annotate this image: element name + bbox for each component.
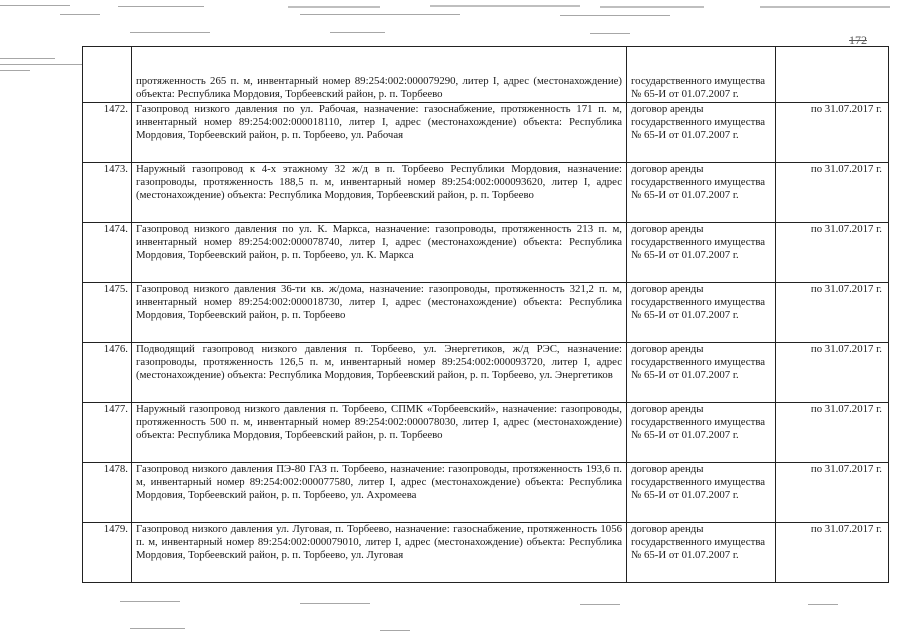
row-number-cell: 1478.: [83, 463, 132, 523]
row-term-cell: по 31.07.2017 г.: [776, 403, 889, 463]
row-term-cell: по 31.07.2017 г.: [776, 223, 889, 283]
row-basis-text: государственного имущества № 65-И от 01.07.2007 г.: [631, 75, 766, 100]
table-row: [83, 223, 889, 283]
row-description-cell: Газопровод низкого давления по ул. Рабочая, назначение: газоснабжение, протяженность 171 п. м, инвентарный номер 89:254:002:000018110, литер I, адрес (местонахождение) объекта: Республика Мордовия, Торбеевский район, р. п. Торбеево, ул. Рабочая: [132, 103, 627, 163]
row-term-cell: по 31.07.2017 г.: [776, 283, 889, 343]
row-description-cell: Газопровод низкого давления по ул. К. Маркса, назначение: газопроводы, протяженность 213 п. м, инвентарный номер 89:254:002:000078740, литер I, адрес (местонахождение) объекта: Республика Мордовия, Торбеевский район, р. п. Торбеево, ул. К. Маркса: [132, 223, 627, 283]
row-description-cell: Газопровод низкого давления ул. Луговая, п. Торбеево, назначение: газоснабжение, протяженность 1056 п. м, инвентарный номер 89:254:002:000079010, литер I, адрес (местонахождение) объекта: Республика Мордовия, Торбеевский район, р. п. Торбеево, ул. Луговая: [132, 523, 627, 583]
table-row: [83, 343, 889, 403]
row-term-cell: по 31.07.2017 г.: [776, 163, 889, 223]
table-row: [83, 103, 889, 163]
table-row: [83, 463, 889, 523]
row-basis-cell: договор аренды государственного имущества № 65-И от 01.07.2007 г.: [627, 403, 776, 463]
row-number-cell: 1479.: [83, 523, 132, 583]
row-term-cell: по 31.07.2017 г.: [776, 343, 889, 403]
row-description-cell: [132, 47, 627, 103]
row-basis-cell: договор аренды государственного имущества № 65-И от 01.07.2007 г.: [627, 163, 776, 223]
row-description-cell: Газопровод низкого давления 36-ти кв. ж/дома, назначение: газопроводы, протяженность 321,2 п. м, инвентарный номер 89:254:002:000018730, литер I, адрес (местонахождение) объекта: Республика Мордовия, Торбеевский район, р. п. Торбеево: [132, 283, 627, 343]
row-basis-cell: договор аренды государственного имущества № 65-И от 01.07.2007 г.: [627, 343, 776, 403]
row-number-cell: 1472.: [83, 103, 132, 163]
row-number-cell: 1476.: [83, 343, 132, 403]
table-row: [83, 523, 889, 583]
page-number: 172: [849, 33, 867, 47]
table-row: [83, 403, 889, 463]
row-number-cell: 1475.: [83, 283, 132, 343]
property-register-table: [82, 46, 889, 583]
row-basis-cell: договор аренды государственного имущества № 65-И от 01.07.2007 г.: [627, 283, 776, 343]
row-term-cell: [776, 47, 889, 103]
row-basis-cell: договор аренды государственного имущества № 65-И от 01.07.2007 г.: [627, 523, 776, 583]
row-term-cell: по 31.07.2017 г.: [776, 103, 889, 163]
row-basis-cell: договор аренды государственного имущества № 65-И от 01.07.2007 г.: [627, 103, 776, 163]
row-basis-cell: [627, 47, 776, 103]
row-description-cell: Подводящий газопровод низкого давления п. Торбеево, ул. Энергетиков, ж/д РЭС, назначение: газопроводы, протяженность 126,5 п. м, инвентарный номер 89:254:002:000093720, литер I, адрес (местонахождение) объекта: Республика Мордовия, Торбеевский район, р. п. Торбеево, ул. Энергетиков: [132, 343, 627, 403]
row-description-cell: Наружный газопровод низкого давления п. Торбеево, СПМК «Торбеевский», назначение: газопроводы, протяженность 500 п. м, инвентарный номер 89:254:002:000078030, литер I, адрес (местонахождение) объекта: Республика Мордовия, Торбеевский район, р. п. Торбеево: [132, 403, 627, 463]
row-description-text: протяженность 265 п. м, инвентарный номер 89:254:002:000079290, литер I, адрес (местонахождение) объекта: Республика Мордовия, Торбеевский район, р. п. Торбеево: [136, 75, 622, 100]
register-table-body: [83, 47, 889, 583]
row-number-cell: 1473.: [83, 163, 132, 223]
row-description-cell: Газопровод низкого давления ПЭ-80 ГАЗ п. Торбеево, назначение: газопроводы, протяженность 193,6 п. м, инвентарный номер 89:254:002:000077580, литер I, адрес (местонахождение) объекта: Республика Мордовия, Торбеевский район, р. п. Торбеево, ул. Ахромеева: [132, 463, 627, 523]
row-number-cell: 1477.: [83, 403, 132, 463]
row-term-cell: по 31.07.2017 г.: [776, 523, 889, 583]
row-term-cell: по 31.07.2017 г.: [776, 463, 889, 523]
table-row: [83, 283, 889, 343]
row-number-cell: [83, 47, 132, 103]
row-description-cell: Наружный газопровод к 4-х этажному 32 ж/д в п. Торбеево Республики Мордовия, назначение: газопроводы, протяженность 188,5 п. м, инвентарный номер 89:254:002:000093620, литер I, адрес (местонахождение) объекта: Республика Мордовия, Торбеевский район, р. п. Торбеево: [132, 163, 627, 223]
row-number-cell: 1474.: [83, 223, 132, 283]
table-row-continuation: [83, 47, 889, 103]
row-basis-cell: договор аренды государственного имущества № 65-И от 01.07.2007 г.: [627, 223, 776, 283]
table-row: [83, 163, 889, 223]
row-basis-cell: договор аренды государственного имущества № 65-И от 01.07.2007 г.: [627, 463, 776, 523]
